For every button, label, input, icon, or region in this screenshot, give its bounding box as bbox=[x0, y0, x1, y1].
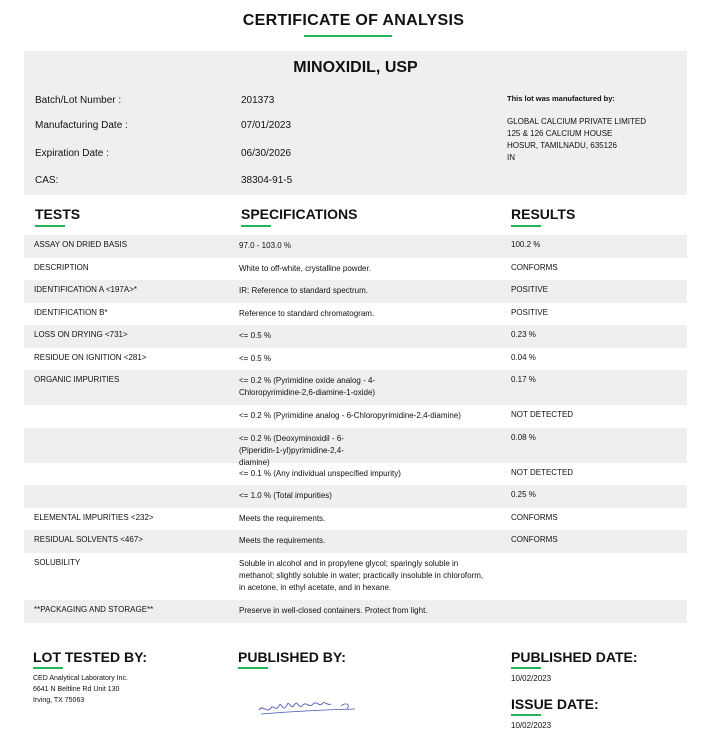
product-name: MINOXIDIL, USP bbox=[293, 59, 418, 76]
table-row bbox=[24, 508, 687, 530]
table-row bbox=[24, 325, 687, 348]
lab-name: CED Analytical Laboratory Inc. bbox=[33, 675, 128, 682]
specification: Soluble in alcohol and in propylene glycol; sparingly soluble in methanol; slightly soluble in water; practically insoluble in chloroform, in acetone, in ethyl acetate, and in hexane. bbox=[239, 559, 484, 592]
result: 0.17 % bbox=[511, 375, 536, 384]
table-row bbox=[24, 600, 687, 623]
table-row bbox=[24, 348, 687, 370]
table-row bbox=[24, 428, 687, 467]
issue-date-underline bbox=[511, 714, 541, 716]
published-date-value: 10/02/2023 bbox=[511, 674, 552, 683]
test-name: LOSS ON DRYING <731> bbox=[34, 330, 128, 339]
result: CONFORMS bbox=[511, 513, 558, 522]
result: NOT DETECTED bbox=[511, 410, 574, 419]
test-name: ORGANIC IMPURITIES bbox=[34, 375, 120, 384]
published-by-underline bbox=[238, 667, 268, 669]
test-name: RESIDUAL SOLVENTS <467> bbox=[34, 535, 143, 544]
manufacturer-line: IN bbox=[507, 153, 515, 162]
table-row bbox=[24, 405, 687, 428]
specification: <= 0.1 % (Any individual unspecified impurity) bbox=[239, 469, 401, 478]
specification: <= 0.2 % (Deoxyminoxidil - 6-(Piperidin-1-yl)pyrimidine-2,4-diamine) bbox=[239, 434, 344, 467]
tests-underline bbox=[35, 225, 65, 227]
specification: <= 1.0 % (Total impurities) bbox=[239, 491, 332, 500]
result: 0.08 % bbox=[511, 433, 536, 442]
specifications-column-header: SPECIFICATIONS bbox=[241, 206, 358, 222]
cas-label: CAS: bbox=[35, 175, 59, 186]
test-name: SOLUBILITY bbox=[34, 558, 81, 567]
test-name: IDENTIFICATION A <197A>* bbox=[34, 285, 137, 294]
manufacturing-date-value: 07/01/2023 bbox=[241, 120, 292, 131]
specification: <= 0.2 % (Pyrimidine analog - 6-Chloropyrimidine-2,4-diamine) bbox=[239, 411, 461, 420]
lab-address: 6641 N Beltline Rd Unit 130 bbox=[33, 686, 120, 693]
lot-tested-underline bbox=[33, 667, 63, 669]
table-row bbox=[24, 463, 687, 485]
published-by-heading: PUBLISHED BY: bbox=[238, 649, 346, 665]
issue-date-heading: ISSUE DATE: bbox=[511, 696, 599, 712]
specification: <= 0.5 % bbox=[239, 354, 272, 363]
document-title: CERTIFICATE OF ANALYSIS bbox=[242, 12, 465, 29]
batch-label: Batch/Lot Number : bbox=[35, 95, 122, 106]
results-underline bbox=[511, 225, 541, 227]
expiration-date-value: 06/30/2026 bbox=[241, 148, 292, 159]
lot-tested-by-heading: LOT TESTED BY: bbox=[33, 649, 148, 665]
test-name: **PACKAGING AND STORAGE** bbox=[34, 605, 154, 614]
published-date-underline bbox=[511, 667, 541, 669]
table-row bbox=[24, 553, 687, 600]
specification: Meets the requirements. bbox=[239, 536, 326, 545]
test-name: ELEMENTAL IMPURITIES <232> bbox=[34, 513, 154, 522]
specification: Preserve in well-closed containers. Protect from light. bbox=[239, 606, 428, 615]
specification: <= 0.5 % bbox=[239, 331, 272, 340]
table-row bbox=[24, 530, 687, 553]
test-name: DESCRIPTION bbox=[34, 263, 89, 272]
specifications-underline bbox=[241, 225, 271, 227]
specification: White to off-white, crystalline powder. bbox=[239, 264, 371, 273]
result: NOT DETECTED bbox=[511, 468, 574, 477]
table-row bbox=[24, 485, 687, 508]
cas-value: 38304-91-5 bbox=[241, 175, 293, 186]
manufacturer-title: This lot was manufactured by: bbox=[507, 94, 615, 103]
header-panel bbox=[24, 51, 687, 195]
table-row bbox=[24, 370, 687, 405]
table-row bbox=[24, 280, 687, 303]
result: POSITIVE bbox=[511, 285, 548, 294]
table-row bbox=[24, 258, 687, 280]
published-date-heading: PUBLISHED DATE: bbox=[511, 649, 638, 665]
specification: 97.0 - 103.0 % bbox=[239, 241, 292, 250]
signature-image bbox=[255, 690, 365, 720]
test-name: IDENTIFICATION B* bbox=[34, 308, 108, 317]
result: 100.2 % bbox=[511, 240, 541, 249]
result: CONFORMS bbox=[511, 263, 558, 272]
specification: <= 0.2 % (Pyrimidine oxide analog - 4-Chloropyrimidine-2,6-diamine-1-oxide) bbox=[239, 376, 376, 397]
specification: Reference to standard chromatogram. bbox=[239, 309, 375, 318]
manufacturing-date-label: Manufacturing Date : bbox=[35, 120, 128, 131]
result: POSITIVE bbox=[511, 308, 548, 317]
tests-column-header: TESTS bbox=[35, 206, 81, 222]
specification: IR: Reference to standard spectrum. bbox=[239, 286, 368, 295]
test-name: ASSAY ON DRIED BASIS bbox=[34, 240, 128, 249]
specification: Meets the requirements. bbox=[239, 514, 326, 523]
manufacturer-line: HOSUR, TAMILNADU, 635126 bbox=[507, 141, 617, 150]
result: 0.04 % bbox=[511, 353, 536, 362]
manufacturer-line: 125 & 126 CALCIUM HOUSE bbox=[507, 129, 613, 138]
test-name: RESIDUE ON IGNITION <281> bbox=[34, 353, 147, 362]
table-row bbox=[24, 235, 687, 258]
expiration-date-label: Expiration Date : bbox=[35, 148, 109, 159]
result: 0.25 % bbox=[511, 490, 536, 499]
issue-date-value: 10/02/2023 bbox=[511, 721, 552, 730]
title-underline bbox=[304, 35, 392, 37]
lab-city: Irving, TX 75063 bbox=[33, 697, 85, 704]
table-row bbox=[24, 303, 687, 325]
result: CONFORMS bbox=[511, 535, 558, 544]
manufacturer-line: GLOBAL CALCIUM PRIVATE LIMITED bbox=[507, 117, 646, 126]
batch-value: 201373 bbox=[241, 95, 275, 106]
result: 0.23 % bbox=[511, 330, 536, 339]
results-column-header: RESULTS bbox=[511, 206, 576, 222]
